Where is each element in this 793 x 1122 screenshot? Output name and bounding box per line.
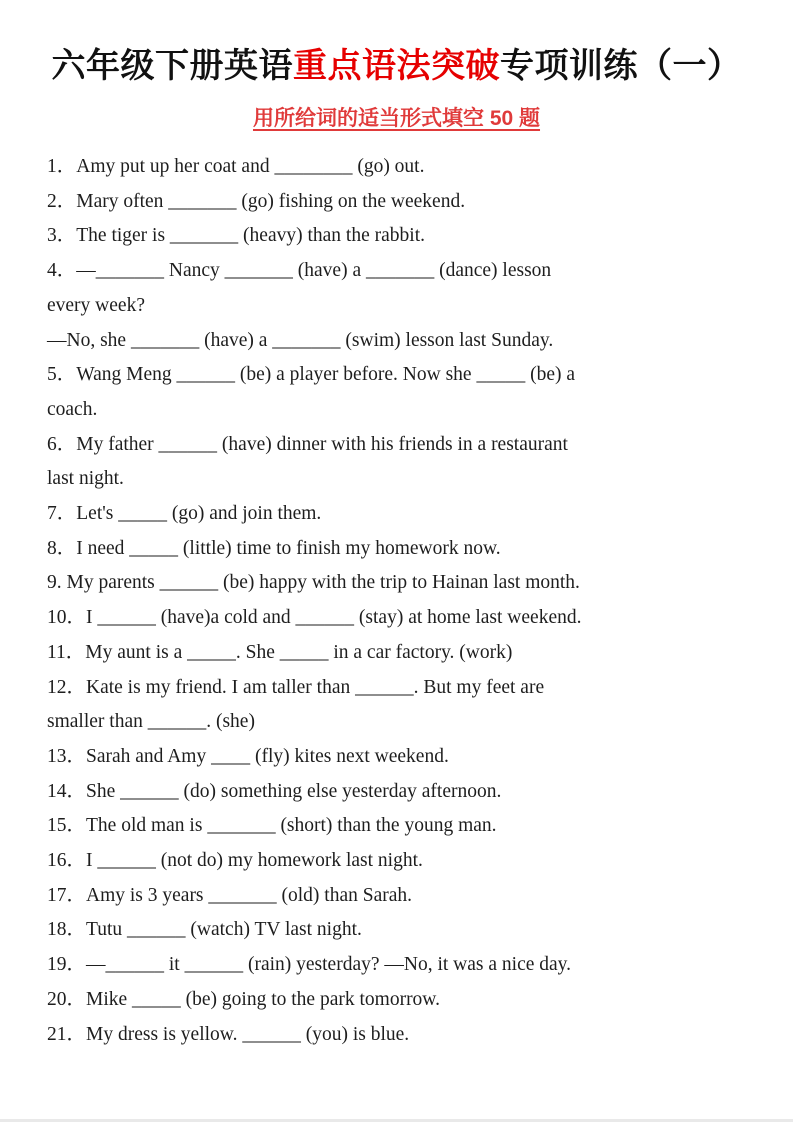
exercise-line: 17．Amy is 3 years _______ (old) than Sarah. — [47, 884, 413, 906]
exercise-line: 11．My aunt is a _____. She _____ in a car factory. (work) — [47, 641, 513, 663]
title-segment-highlight: 重点语法突破 — [293, 47, 500, 85]
exercise-line: 16．I ______ (not do) my homework last night. — [47, 850, 423, 872]
exercise-line: 3．The tiger is _______ (heavy) than the rabbit. — [47, 225, 425, 247]
exercise-line: 21．My dress is yellow. ______ (you) is blue. — [47, 1023, 410, 1045]
exercise-line: 6．My father ______ (have) dinner with his friends in a restaurant — [47, 433, 568, 455]
exercise-line: 15．The old man is _______ (short) than the young man. — [47, 815, 497, 837]
exercise-line: 5．Wang Meng ______ (be) a player before. Now she _____ (be) a — [47, 364, 576, 386]
exercise-line: 20．Mike _____ (be) going to the park tomorrow. — [47, 988, 440, 1010]
exercise-line: 9. My parents ______ (be) happy with the trip to Hainan last month. — [47, 572, 580, 594]
page-title — [47, 44, 746, 88]
exercise-line: last night. — [47, 468, 124, 490]
exercise-line: 12．Kate is my friend. I am taller than ______. But my feet are — [47, 676, 545, 698]
exercise-line: 18．Tutu ______ (watch) TV last night. — [47, 919, 362, 941]
exercise-line: 4．—_______ Nancy _______ (have) a _______ (dance) lesson — [47, 260, 552, 282]
section-subtitle: 用所给词的适当形式填空 50 题 — [252, 107, 541, 130]
exercise-list — [47, 150, 746, 1052]
title-segment-right: 专项训练（一） — [500, 47, 742, 85]
exercise-line: coach. — [47, 398, 98, 420]
exercise-line: smaller than ______. (she) — [47, 711, 255, 733]
exercise-line: 8．I need _____ (little) time to finish my homework now. — [47, 537, 501, 559]
exercise-line: 1．Amy put up her coat and ________ (go) out. — [47, 156, 425, 177]
exercise-line: every week? — [47, 294, 145, 316]
exercise-line: 7．Let's _____ (go) and join them. — [47, 503, 322, 525]
exercise-line: 2．Mary often _______ (go) fishing on the weekend. — [47, 190, 466, 212]
exercise-line: 19．—______ it ______ (rain) yesterday? —No, it was a nice day. — [47, 954, 572, 976]
exercise-line: —No, she _______ (have) a _______ (swim) lesson last Sunday. — [47, 329, 554, 351]
exercise-line: 13．Sarah and Amy ____ (fly) kites next weekend. — [47, 745, 449, 767]
exercise-line: 10．I ______ (have)a cold and ______ (stay) at home last weekend. — [47, 607, 582, 629]
exercise-line: 14．She ______ (do) something else yesterday afternoon. — [47, 780, 502, 802]
title-segment-left: 六年级下册英语 — [51, 47, 293, 85]
